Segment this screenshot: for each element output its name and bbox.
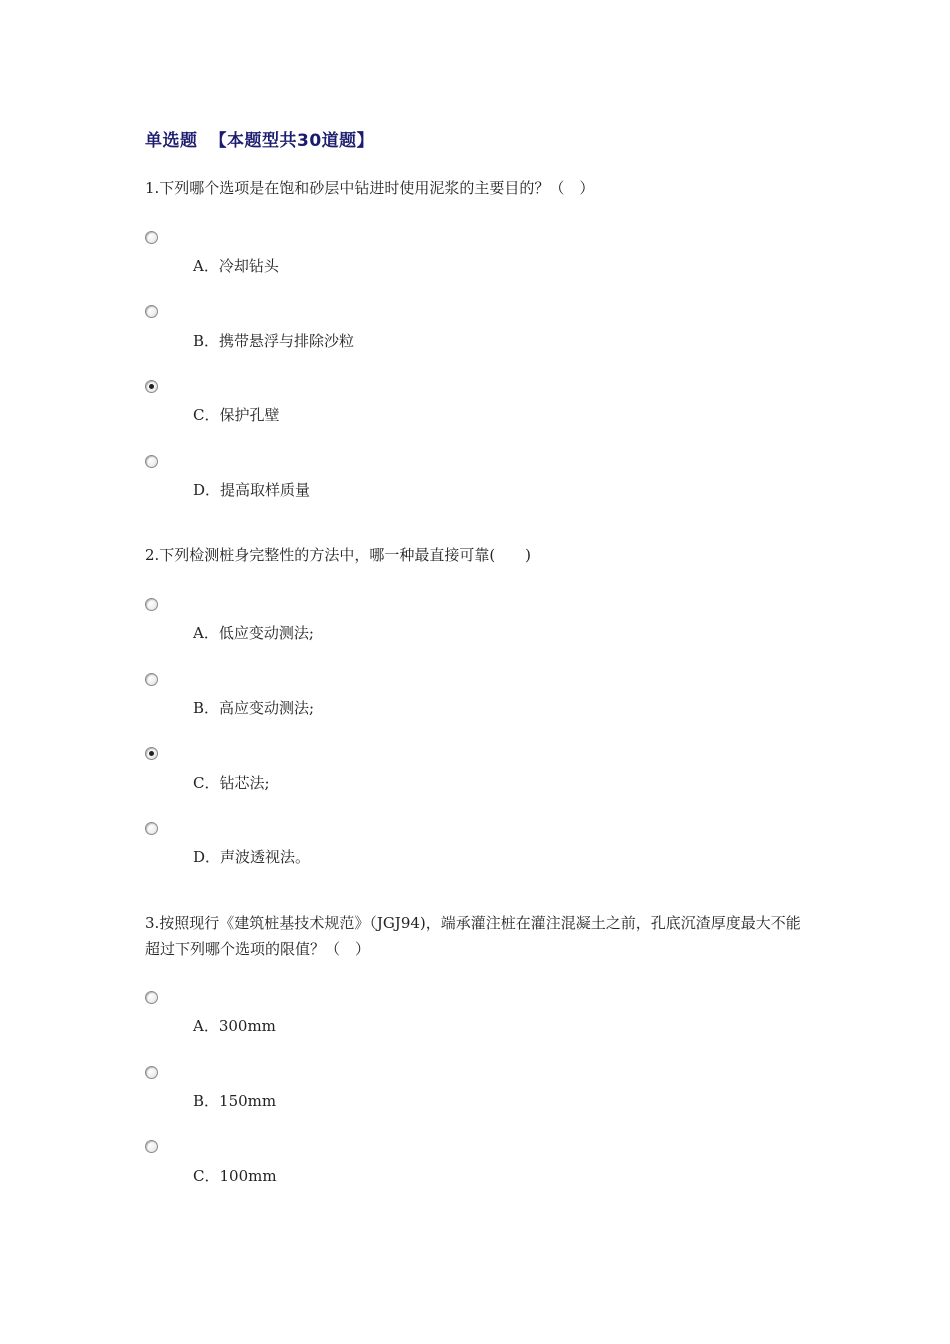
question-2-option-a-radio[interactable] [145,598,158,611]
question-1-option-a-radio[interactable] [145,231,158,244]
question-2-option-c-radio[interactable] [145,747,158,760]
question-2-option-b-radio[interactable] [145,673,158,686]
question-1-option-d-label[interactable]: D．提高取样质量 [193,481,311,499]
section-title-label: 单选题 [145,131,198,151]
question-2-option-d-label[interactable]: D．声波透视法。 [193,848,311,866]
question-1-option-b-radio[interactable] [145,305,158,318]
question-3-option-a-radio[interactable] [145,991,158,1004]
question-count-label: 【本题型共30道题】 [209,131,375,151]
question-1-option-b-label[interactable]: B．携带悬浮与排除沙粒 [193,332,355,350]
question-2-option-b-label[interactable]: B．高应变动测法; [193,699,315,717]
question-2-text: 2.下列检测桩身完整性的方法中，哪一种最直接可靠( ) [145,546,532,564]
question-1-text: 1.下列哪个选项是在饱和砂层中钻进时使用泥浆的主要目的？（ ） [145,179,595,197]
question-1-option-d-radio[interactable] [145,455,158,468]
question-3-option-a-label[interactable]: A．300mm [193,1017,276,1035]
question-1-option-c-label[interactable]: C．保护孔壁 [193,406,280,424]
question-2-option-d-radio[interactable] [145,822,158,835]
question-1-option-c-radio[interactable] [145,380,158,393]
question-3-option-c-label[interactable]: C．100mm [193,1167,277,1185]
question-2-option-c-label[interactable]: C．钻芯法; [193,774,270,792]
section-title [145,126,374,151]
question-1-option-a-label[interactable]: A．冷却钻头 [193,257,279,275]
question-3-option-b-radio[interactable] [145,1066,158,1079]
question-2-option-a-label[interactable]: A．低应变动测法; [193,624,314,642]
question-3-text: 3.按照现行《建筑桩基技术规范》（JGJ94)，端承灌注桩在灌注混凝土之前，孔底沉渣厚度最大不能超过下列哪个选项的限值？（ ） [145,914,801,958]
question-3-option-b-label[interactable]: B．150mm [193,1092,277,1110]
question-3-option-c-radio[interactable] [145,1140,158,1153]
